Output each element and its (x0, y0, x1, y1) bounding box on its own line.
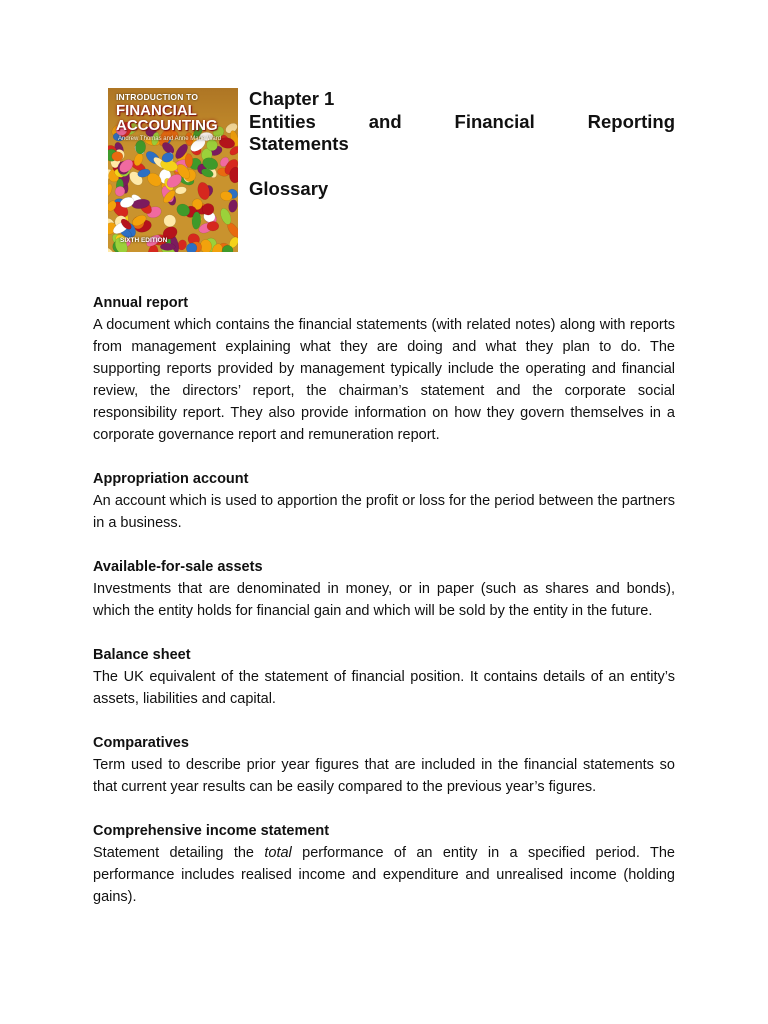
definition-emphasis: total (264, 845, 292, 861)
cover-intro-text: INTRODUCTION TO (116, 92, 199, 102)
glossary-definition: The UK equivalent of the statement of financial position. It contains details of an entity’s assets, liabilities and capital. (93, 669, 675, 707)
chapter-title-word: Entities (249, 110, 316, 132)
glossary-entry (93, 644, 675, 710)
glossary-entries (93, 292, 675, 930)
glossary-definition: A document which contains the financial statements (with related notes) along with reports from management explaining what they are doing and what they plan to do. The supporting reports provided by management typically include the operating and financial review, the directors’ report, the chairman’s statement and the corporate social responsibility report. They also provide information on how they govern themselves in a corporate governance report and remuneration report. (93, 317, 675, 443)
definition-text-before: Statement detailing the (93, 845, 265, 861)
chapter-title-word: Financial (454, 110, 535, 132)
glossary-entry (93, 468, 675, 534)
glossary-heading: Glossary (249, 177, 329, 199)
glossary-term: Comparatives (93, 735, 189, 751)
glossary-entry (93, 556, 675, 622)
glossary-definition (93, 842, 675, 908)
chapter-title-word: and (368, 110, 402, 132)
glossary-entry (93, 820, 675, 908)
chapter-title (249, 111, 675, 156)
glossary-definition: An account which is used to apportion the profit or loss for the period between the partners in a business. (93, 493, 675, 531)
glossary-term: Appropriation account (93, 471, 249, 487)
cover-title-text (116, 103, 218, 133)
cover-edition-text: SIXTH EDITION (120, 237, 168, 244)
chapter-header (249, 88, 675, 200)
glossary-term: Comprehensive income statement (93, 823, 330, 839)
glossary-definition: Investments that are denominated in money, or in paper (such as shares and bonds), which the entity holds for financial gain and which will be sold by the entity in the future. (93, 581, 675, 619)
chapter-title-word: Reporting (587, 110, 675, 132)
glossary-term: Annual report (93, 295, 189, 311)
glossary-entry (93, 292, 675, 446)
glossary-term: Balance sheet (93, 647, 191, 663)
book-cover-image (108, 88, 238, 252)
cover-title-line2: ACCOUNTING (116, 117, 218, 134)
glossary-definition: Term used to describe prior year figures that are included in the financial statements so that current year results can be easily compared to the previous year’s figures. (93, 757, 675, 795)
cover-title-line1: FINANCIAL (116, 102, 197, 119)
cover-authors-text: Andrew Thomas and Anne Marie Ward (118, 136, 222, 142)
chapter-title-line2: Statements (249, 133, 349, 154)
definition-text-after: performance of an entity in a specified period. The performance includes realised income and expenditure and unrealised income (holding gains). (93, 845, 675, 905)
glossary-term: Available-for-sale assets (93, 559, 263, 575)
glossary-entry (93, 732, 675, 798)
chapter-label: Chapter 1 (249, 88, 335, 109)
chapter-title-line1 (249, 111, 675, 134)
